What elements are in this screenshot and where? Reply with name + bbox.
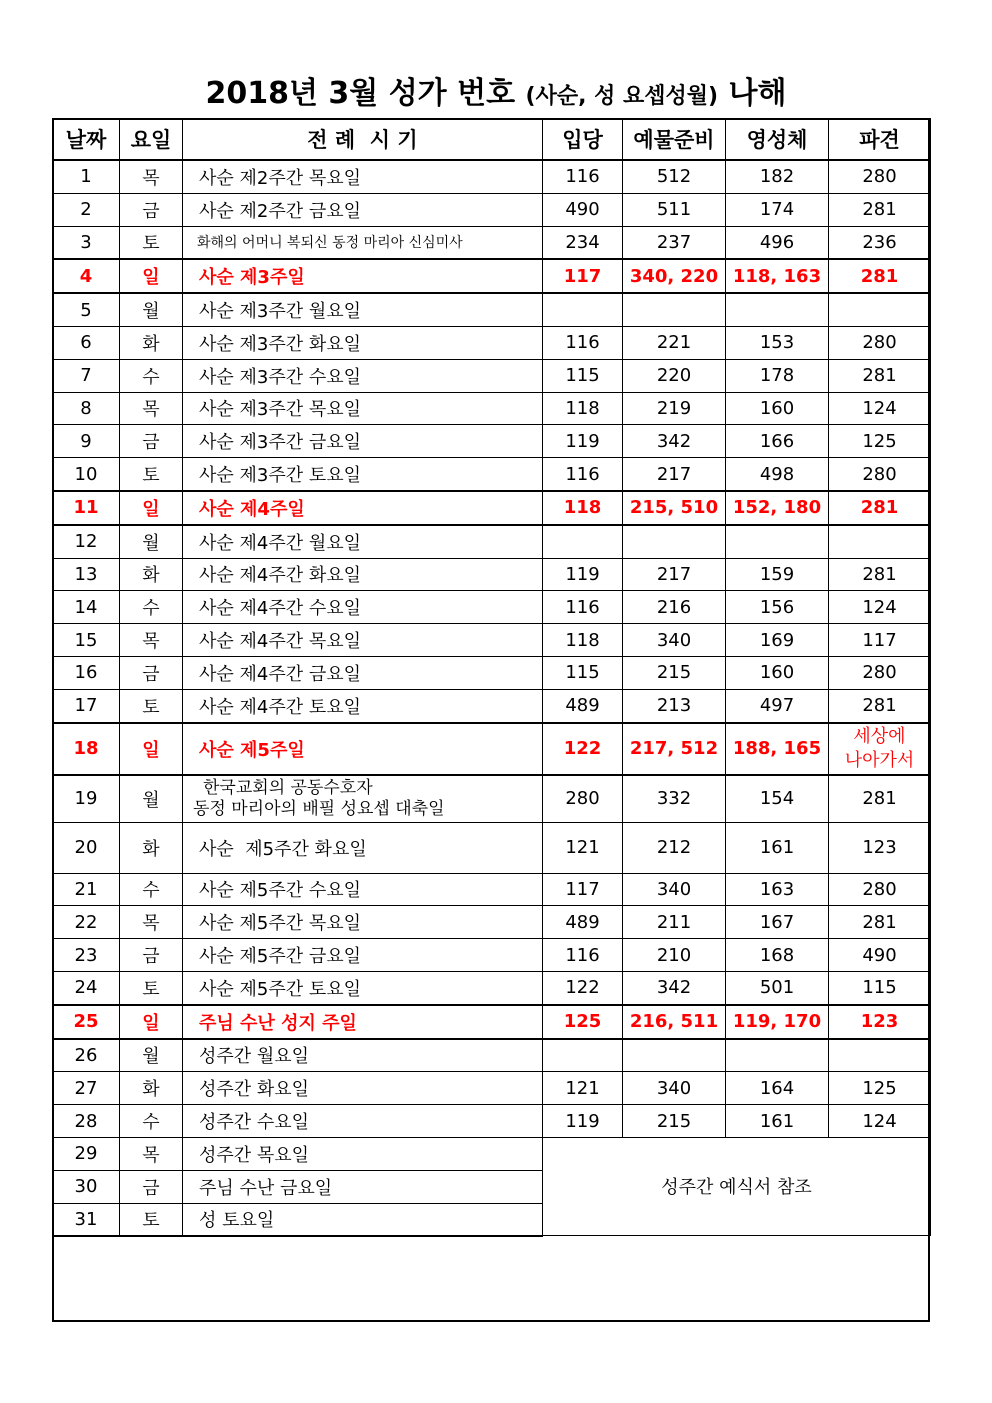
cell-sending: 281	[829, 359, 931, 392]
cell-day: 목	[120, 160, 183, 193]
cell-entrance: 116	[543, 591, 623, 624]
cell-entrance: 115	[543, 359, 623, 392]
cell-sending: 281	[829, 491, 931, 525]
cell-communion: 156	[726, 591, 829, 624]
cell-date: 6	[53, 326, 120, 359]
cell-entrance: 116	[543, 160, 623, 193]
cell-name: 사순 제3주간 화요일	[183, 326, 543, 359]
cell-date: 11	[53, 491, 120, 525]
cell-communion: 166	[726, 425, 829, 458]
cell-offertory: 511	[623, 193, 726, 226]
cell-communion	[726, 525, 829, 558]
cell-communion: 498	[726, 458, 829, 491]
cell-communion: 161	[726, 822, 829, 873]
cell-day: 금	[120, 656, 183, 689]
cell-sending: 125	[829, 425, 931, 458]
cell-day: 토	[120, 971, 183, 1004]
cell-entrance: 117	[543, 259, 623, 293]
cell-offertory: 211	[623, 906, 726, 939]
cell-sending: 280	[829, 656, 931, 689]
cell-sending: 124	[829, 1105, 931, 1138]
table-row	[53, 525, 931, 558]
cell-date: 17	[53, 689, 120, 722]
cell-entrance: 119	[543, 1105, 623, 1138]
cell-name: 주님 수난 금요일	[183, 1170, 543, 1203]
header-liturgy: 전 례 시 기	[183, 119, 543, 161]
holy-week-note: 성주간 예식서 참조	[543, 1137, 931, 1235]
cell-communion: 501	[726, 971, 829, 1004]
cell-offertory: 217	[623, 558, 726, 591]
cell-offertory	[623, 525, 726, 558]
cell-entrance: 119	[543, 558, 623, 591]
cell-entrance: 489	[543, 906, 623, 939]
cell-date: 25	[53, 1005, 120, 1039]
cell-name: 사순 제4주간 수요일	[183, 591, 543, 624]
table-row	[53, 873, 931, 906]
cell-date: 24	[53, 971, 120, 1004]
cell-entrance: 116	[543, 458, 623, 491]
cell-communion: 174	[726, 193, 829, 226]
header-row	[53, 119, 931, 161]
cell-sending	[829, 723, 931, 775]
cell-sending: 117	[829, 624, 931, 657]
cell-entrance: 489	[543, 689, 623, 722]
table-row	[53, 326, 931, 359]
cell-offertory: 210	[623, 939, 726, 972]
cell-day: 월	[120, 525, 183, 558]
table-row-sunday	[53, 1005, 931, 1039]
cell-day: 일	[120, 1005, 183, 1039]
cell-name: 화해의 어머니 복되신 동정 마리아 신심미사	[183, 226, 543, 259]
cell-day: 목	[120, 392, 183, 425]
table-row	[53, 775, 931, 823]
cell-day: 금	[120, 1170, 183, 1203]
cell-offertory: 340, 220	[623, 259, 726, 293]
cell-sending: 123	[829, 1005, 931, 1039]
cell-day: 토	[120, 226, 183, 259]
cell-entrance: 490	[543, 193, 623, 226]
cell-communion: 161	[726, 1105, 829, 1138]
cell-offertory: 215, 510	[623, 491, 726, 525]
cell-sending: 281	[829, 689, 931, 722]
table-row	[53, 1039, 931, 1072]
cell-communion: 167	[726, 906, 829, 939]
header-offertory: 예물준비	[623, 119, 726, 161]
cell-name: 사순 제4주간 목요일	[183, 624, 543, 657]
cell-entrance: 118	[543, 624, 623, 657]
header-communion: 영성체	[726, 119, 829, 161]
title-main: 2018년 3월 성가 번호	[205, 76, 516, 111]
cell-day: 화	[120, 326, 183, 359]
cell-date: 10	[53, 458, 120, 491]
cell-entrance	[543, 1039, 623, 1072]
cell-offertory: 213	[623, 689, 726, 722]
cell-day: 목	[120, 624, 183, 657]
cell-name: 사순 제4주간 월요일	[183, 525, 543, 558]
cell-date: 16	[53, 656, 120, 689]
cell-sending: 280	[829, 326, 931, 359]
table-row	[53, 160, 931, 193]
cell-name: 사순 제3주간 목요일	[183, 392, 543, 425]
cell-communion: 159	[726, 558, 829, 591]
cell-name: 성주간 수요일	[183, 1105, 543, 1138]
cell-entrance: 115	[543, 656, 623, 689]
cell-communion	[726, 293, 829, 326]
cell-sending: 280	[829, 458, 931, 491]
cell-offertory: 340	[623, 624, 726, 657]
table-row	[53, 1072, 931, 1105]
cell-entrance	[543, 293, 623, 326]
cell-day: 일	[120, 723, 183, 775]
cell-name: 사순 제5주간 목요일	[183, 906, 543, 939]
cell-name: 사순 제3주간 토요일	[183, 458, 543, 491]
title-location: 나해	[728, 76, 787, 111]
cell-sending: 124	[829, 392, 931, 425]
cell-offertory: 342	[623, 971, 726, 1004]
cell-date: 22	[53, 906, 120, 939]
table-row-sunday	[53, 723, 931, 775]
cell-sending: 123	[829, 822, 931, 873]
cell-sending: 236	[829, 226, 931, 259]
cell-communion: 164	[726, 1072, 829, 1105]
cell-day: 수	[120, 359, 183, 392]
cell-communion: 118, 163	[726, 259, 829, 293]
table-row	[53, 656, 931, 689]
cell-entrance: 280	[543, 775, 623, 823]
cell-day: 목	[120, 1137, 183, 1170]
cell-date: 7	[53, 359, 120, 392]
table-row	[53, 822, 931, 873]
cell-sending: 125	[829, 1072, 931, 1105]
cell-offertory: 220	[623, 359, 726, 392]
table-row	[53, 558, 931, 591]
cell-communion: 169	[726, 624, 829, 657]
cell-date: 28	[53, 1105, 120, 1138]
page-title	[0, 68, 992, 112]
cell-sending	[829, 293, 931, 326]
cell-entrance: 121	[543, 1072, 623, 1105]
cell-day: 수	[120, 1105, 183, 1138]
header-sending: 파견	[829, 119, 931, 161]
cell-sending	[829, 1039, 931, 1072]
cell-date: 9	[53, 425, 120, 458]
header-day: 요일	[120, 119, 183, 161]
cell-entrance: 125	[543, 1005, 623, 1039]
header-entrance: 입당	[543, 119, 623, 161]
table-row	[53, 591, 931, 624]
cell-entrance: 116	[543, 939, 623, 972]
cell-communion: 163	[726, 873, 829, 906]
cell-day: 금	[120, 193, 183, 226]
cell-day: 월	[120, 293, 183, 326]
cell-offertory: 340	[623, 873, 726, 906]
cell-offertory: 221	[623, 326, 726, 359]
table-row-sunday	[53, 259, 931, 293]
table-row	[53, 392, 931, 425]
cell-day: 일	[120, 259, 183, 293]
cell-sending: 490	[829, 939, 931, 972]
cell-date: 1	[53, 160, 120, 193]
cell-date: 8	[53, 392, 120, 425]
cell-communion: 182	[726, 160, 829, 193]
cell-name: 사순 제4주간 화요일	[183, 558, 543, 591]
cell-offertory: 216, 511	[623, 1005, 726, 1039]
table-row	[53, 359, 931, 392]
cell-day: 일	[120, 491, 183, 525]
table-row	[53, 193, 931, 226]
cell-entrance: 122	[543, 971, 623, 1004]
cell-name: 사순 제2주간 금요일	[183, 193, 543, 226]
cell-date: 26	[53, 1039, 120, 1072]
cell-day: 토	[120, 689, 183, 722]
table-row	[53, 624, 931, 657]
cell-day: 월	[120, 1039, 183, 1072]
cell-communion: 119, 170	[726, 1005, 829, 1039]
cell-day: 수	[120, 591, 183, 624]
cell-date: 3	[53, 226, 120, 259]
cell-offertory	[623, 293, 726, 326]
cell-name: 성주간 목요일	[183, 1137, 543, 1170]
cell-entrance: 122	[543, 723, 623, 775]
cell-name: 사순 제3주간 월요일	[183, 293, 543, 326]
cell-entrance: 121	[543, 822, 623, 873]
cell-communion: 168	[726, 939, 829, 972]
cell-communion: 178	[726, 359, 829, 392]
cell-sending: 281	[829, 558, 931, 591]
cell-name: 주님 수난 성지 주일	[183, 1005, 543, 1039]
cell-name: 사순 제2주간 목요일	[183, 160, 543, 193]
cell-day: 화	[120, 1072, 183, 1105]
cell-day: 금	[120, 425, 183, 458]
cell-name: 성 토요일	[183, 1203, 543, 1236]
cell-name: 사순 제3주간 금요일	[183, 425, 543, 458]
cell-offertory: 342	[623, 425, 726, 458]
cell-entrance: 118	[543, 392, 623, 425]
cell-communion: 160	[726, 656, 829, 689]
cell-name: 사순 제3주간 수요일	[183, 359, 543, 392]
cell-name: 성주간 화요일	[183, 1072, 543, 1105]
cell-offertory: 217	[623, 458, 726, 491]
cell-date: 15	[53, 624, 120, 657]
cell-day: 화	[120, 558, 183, 591]
cell-date: 4	[53, 259, 120, 293]
cell-offertory: 219	[623, 392, 726, 425]
cell-sending: 281	[829, 906, 931, 939]
cell-communion: 497	[726, 689, 829, 722]
cell-offertory: 512	[623, 160, 726, 193]
cell-communion: 152, 180	[726, 491, 829, 525]
cell-day: 목	[120, 906, 183, 939]
hymn-table	[52, 118, 931, 1237]
cell-date: 29	[53, 1137, 120, 1170]
cell-day: 토	[120, 458, 183, 491]
table-row	[53, 906, 931, 939]
cell-entrance: 116	[543, 326, 623, 359]
cell-sending: 281	[829, 775, 931, 823]
cell-name: 사순 제4주간 금요일	[183, 656, 543, 689]
cell-date: 18	[53, 723, 120, 775]
cell-name: 사순 제5주간 토요일	[183, 971, 543, 1004]
cell-offertory: 215	[623, 656, 726, 689]
cell-day: 월	[120, 775, 183, 823]
cell-name: 사순 제5주간 화요일	[183, 822, 543, 873]
cell-communion: 153	[726, 326, 829, 359]
cell-name: 사순 제5주일	[183, 723, 543, 775]
cell-entrance	[543, 525, 623, 558]
table-row	[53, 971, 931, 1004]
table-row	[53, 939, 931, 972]
table-row	[53, 1137, 931, 1170]
cell-offertory: 212	[623, 822, 726, 873]
cell-entrance: 119	[543, 425, 623, 458]
cell-date: 12	[53, 525, 120, 558]
table-row	[53, 226, 931, 259]
cell-name: 사순 제5주간 금요일	[183, 939, 543, 972]
cell-date: 2	[53, 193, 120, 226]
title-sub: (사순, 성 요셉성월)	[525, 84, 719, 109]
cell-offertory: 340	[623, 1072, 726, 1105]
cell-sending: 281	[829, 259, 931, 293]
cell-date: 14	[53, 591, 120, 624]
cell-offertory: 217, 512	[623, 723, 726, 775]
name-line: 한국교회의 공동수호자	[203, 777, 373, 798]
cell-sending: 280	[829, 160, 931, 193]
sending-line: 나아가서	[844, 749, 915, 771]
cell-date: 5	[53, 293, 120, 326]
cell-date: 19	[53, 775, 120, 823]
cell-sending: 115	[829, 971, 931, 1004]
cell-offertory	[623, 1039, 726, 1072]
cell-date: 20	[53, 822, 120, 873]
cell-sending	[829, 525, 931, 558]
table-row	[53, 1105, 931, 1138]
table-row	[53, 425, 931, 458]
cell-entrance: 234	[543, 226, 623, 259]
cell-date: 31	[53, 1203, 120, 1236]
cell-day: 금	[120, 939, 183, 972]
cell-offertory: 216	[623, 591, 726, 624]
cell-communion: 160	[726, 392, 829, 425]
cell-entrance: 118	[543, 491, 623, 525]
cell-communion: 154	[726, 775, 829, 823]
cell-date: 30	[53, 1170, 120, 1203]
cell-day: 토	[120, 1203, 183, 1236]
cell-offertory: 332	[623, 775, 726, 823]
table-row	[53, 293, 931, 326]
cell-date: 13	[53, 558, 120, 591]
cell-communion: 496	[726, 226, 829, 259]
cell-day: 수	[120, 873, 183, 906]
cell-sending: 280	[829, 873, 931, 906]
cell-sending: 124	[829, 591, 931, 624]
cell-name	[183, 775, 543, 823]
cell-name: 사순 제5주간 수요일	[183, 873, 543, 906]
cell-name: 사순 제3주일	[183, 259, 543, 293]
cell-sending: 281	[829, 193, 931, 226]
cell-name: 성주간 월요일	[183, 1039, 543, 1072]
cell-name: 사순 제4주간 토요일	[183, 689, 543, 722]
name-line: 동정 마리아의 배필 성요셉 대축일	[193, 798, 445, 819]
cell-day: 화	[120, 822, 183, 873]
cell-name: 사순 제4주일	[183, 491, 543, 525]
cell-date: 27	[53, 1072, 120, 1105]
cell-offertory: 237	[623, 226, 726, 259]
cell-communion: 188, 165	[726, 723, 829, 775]
cell-communion	[726, 1039, 829, 1072]
cell-entrance: 117	[543, 873, 623, 906]
header-date: 날짜	[53, 119, 120, 161]
table-row	[53, 458, 931, 491]
table-row-sunday	[53, 491, 931, 525]
cell-date: 21	[53, 873, 120, 906]
table-row	[53, 689, 931, 722]
sending-line: 세상에	[853, 725, 906, 747]
cell-offertory: 215	[623, 1105, 726, 1138]
cell-date: 23	[53, 939, 120, 972]
